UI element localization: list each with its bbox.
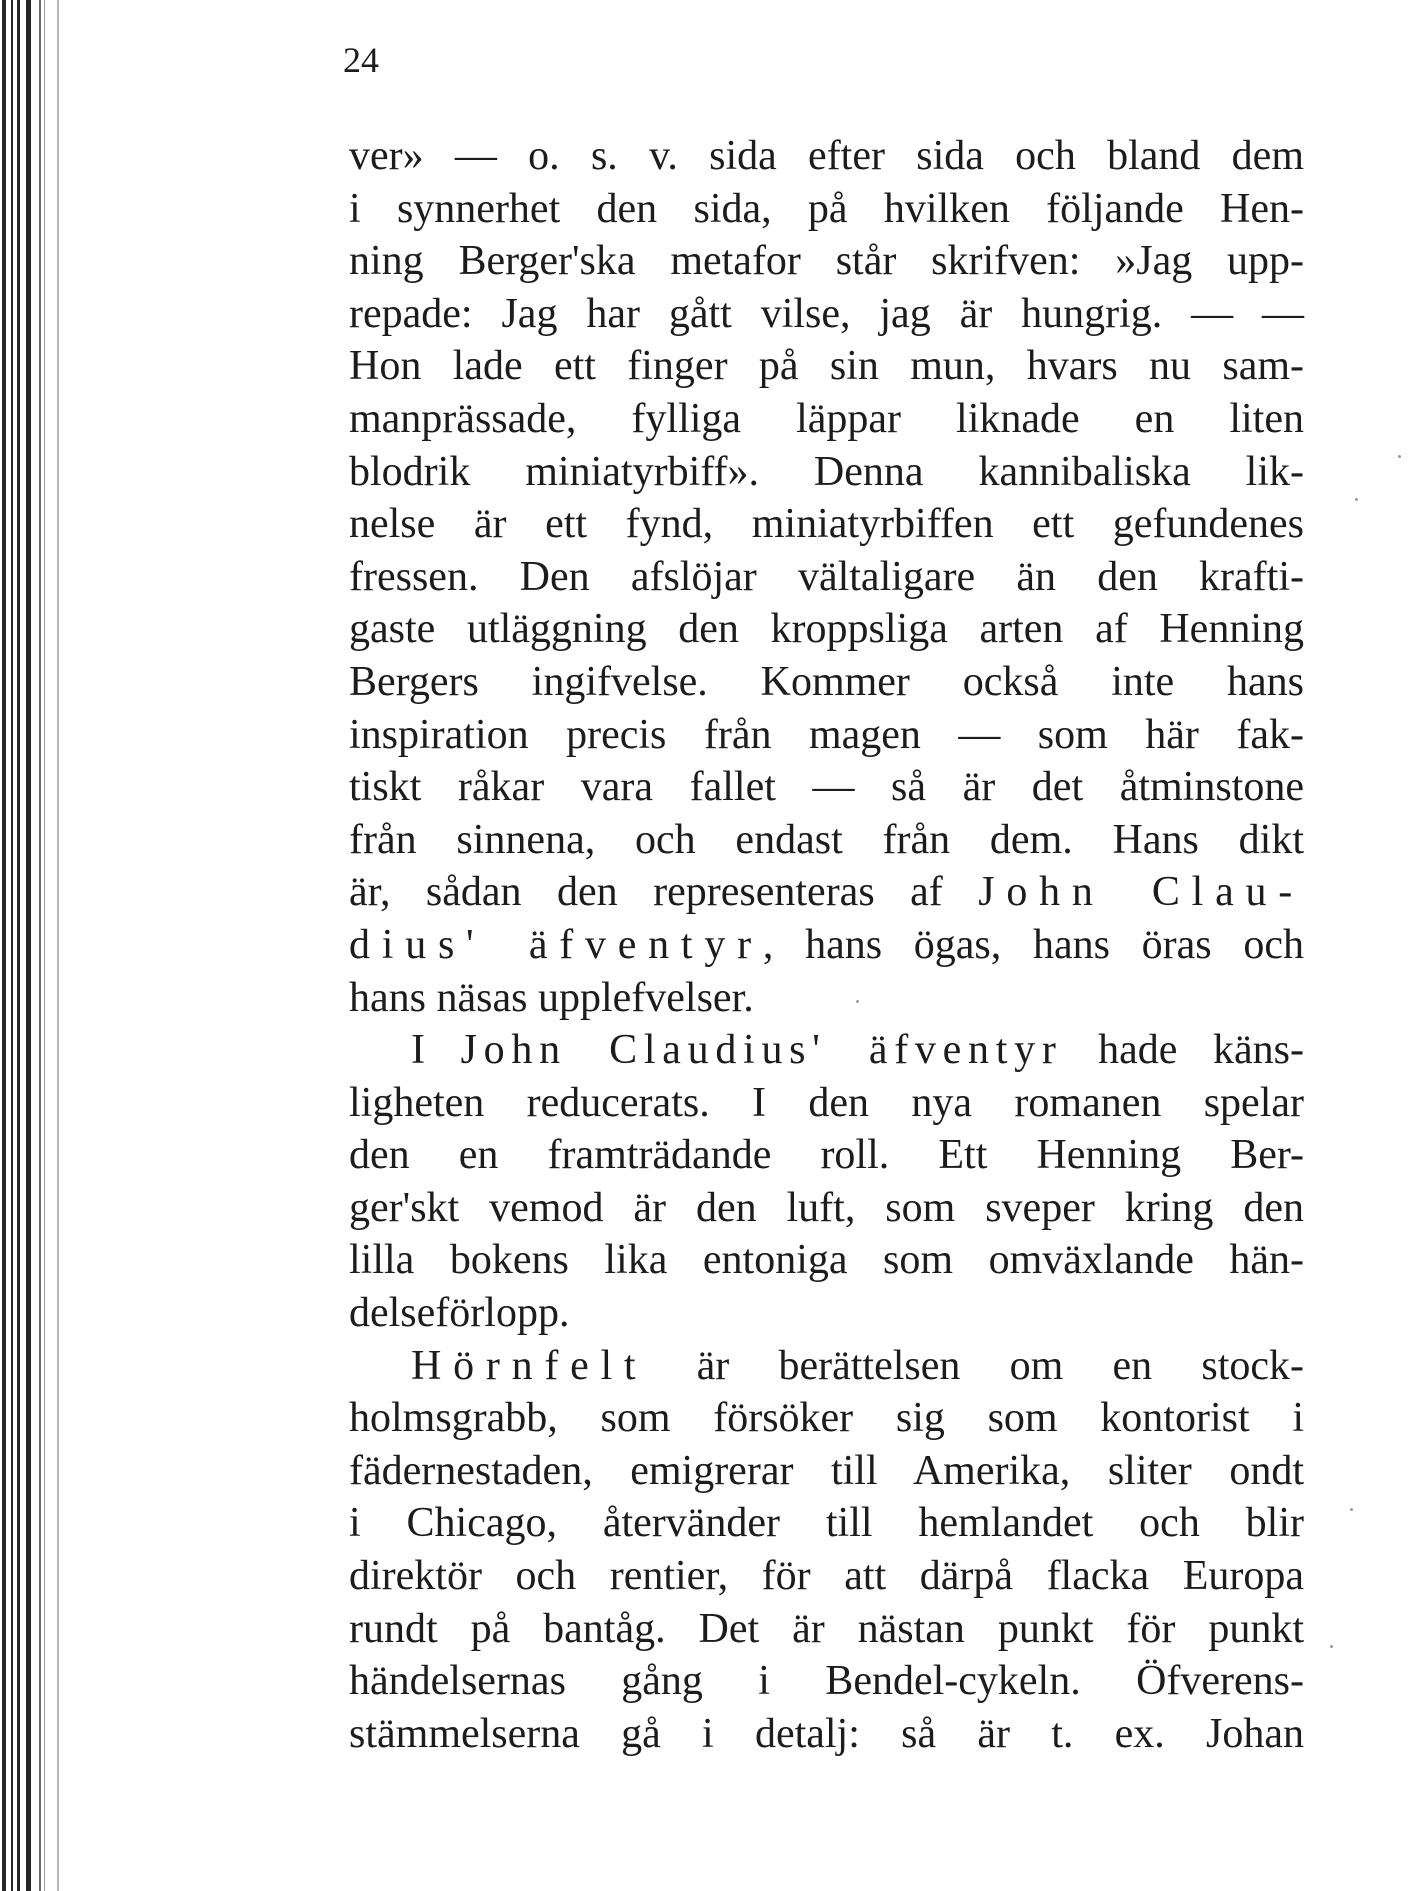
text-line: Hon lade ett finger på sin mun, hvars nu sam-	[349, 343, 1304, 390]
text-line: dius' äfventyr, hans ögas, hans öras och	[349, 921, 1304, 968]
text-line: fressen. Den afslöjar vältaligare än den krafti-	[349, 553, 1304, 600]
text-line: delseförlopp.	[349, 1290, 570, 1337]
text-line: repade: Jag har gått vilse, jag är hungrig. — —	[349, 290, 1304, 337]
text-line: hans näsas upplefvelser.	[349, 974, 754, 1021]
text-line: i synnerhet den sida, på hvilken följande Hen-	[349, 185, 1304, 232]
text-line: stämmelserna gå i detalj: så är t. ex. Johan	[349, 1710, 1304, 1757]
text-line: manprässade, fylliga läppar liknade en liten	[349, 395, 1304, 442]
text-line: blodrik miniatyrbiff». Denna kannibaliska lik-	[349, 448, 1304, 495]
paper-speck	[1350, 1508, 1353, 1511]
text-line: är, sådan den representeras af John Clau-	[349, 869, 1304, 916]
text-line: gaste utläggning den kroppsliga arten af Henning	[349, 606, 1304, 653]
text-line: inspiration precis från magen — som här fak-	[349, 711, 1304, 758]
paper-speck	[1398, 455, 1401, 458]
text-line: ning Berger'ska metafor står skrifven: »Jag upp-	[349, 238, 1304, 285]
spaced-title: dius' äfventyr	[349, 921, 763, 968]
text-line: ger'skt vemod är den luft, som sveper kring den	[349, 1184, 1304, 1231]
text-line: fädernestaden, emigrerar till Amerika, sliter ondt	[349, 1447, 1304, 1494]
spaced-title: John Clau-	[978, 869, 1304, 916]
text-line: direktör och rentier, för att därpå flacka Europa	[349, 1553, 1304, 1600]
text-line: holmsgrabb, som försöker sig som kontorist i	[349, 1395, 1304, 1442]
paper-speck	[1330, 1645, 1333, 1648]
paper-speck	[1355, 498, 1358, 501]
text-line: ligheten reducerats. I den nya romanen spelar	[349, 1079, 1304, 1126]
spaced-title: Hörnfelt	[411, 1342, 648, 1389]
text-line: i Chicago, återvänder till hemlandet och blir	[349, 1500, 1304, 1547]
text-line: I John Claudius' äfventyr hade käns-	[411, 1027, 1304, 1074]
text-line: Hörnfelt är berättelsen om en stock-	[411, 1342, 1304, 1389]
text-line: rundt på bantåg. Det är nästan punkt för punkt	[349, 1605, 1304, 1652]
text-line: händelsernas gång i Bendel-cykeln. Öfverens-	[349, 1658, 1304, 1705]
page-number: 24	[343, 40, 379, 80]
text-line: den en framträdande roll. Ett Henning Ber-	[349, 1132, 1304, 1179]
spaced-title: John Claudius' äfventyr	[460, 1027, 1063, 1074]
text-line: tiskt råkar vara fallet — så är det åtminstone	[349, 764, 1304, 811]
text-line: lilla bokens lika entoniga som omväxlande hän-	[349, 1237, 1304, 1284]
text-line: nelse är ett fynd, miniatyrbiffen ett gefundenes	[349, 501, 1304, 548]
text-line: Bergers ingifvelse. Kommer också inte hans	[349, 658, 1304, 705]
paper-speck	[856, 1000, 859, 1003]
text-line: från sinnena, och endast från dem. Hans dikt	[349, 816, 1304, 863]
text-line: ver» — o. s. v. sida efter sida och bland dem	[349, 133, 1304, 179]
page-body-text	[349, 130, 1304, 1760]
book-binding-edge	[0, 0, 80, 1891]
